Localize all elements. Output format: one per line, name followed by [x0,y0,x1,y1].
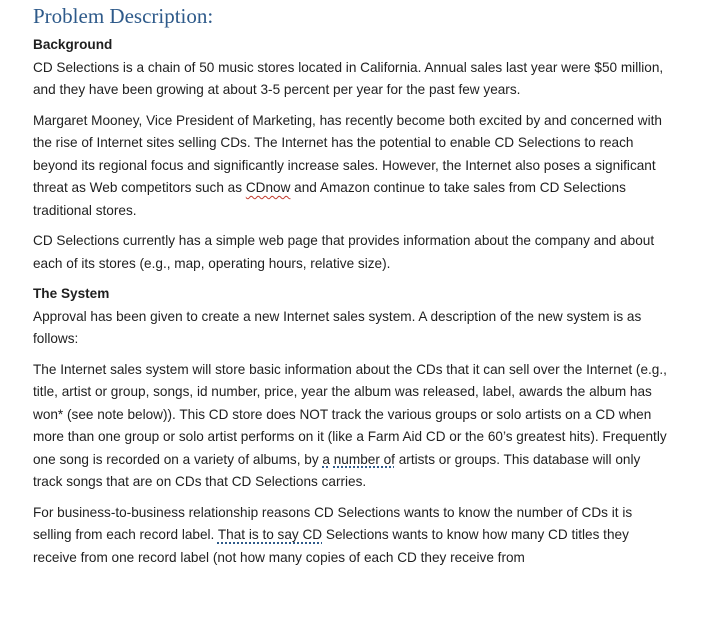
page-title: Problem Description: [33,4,214,28]
paragraph-cd-information: The Internet sales system will store basic information about the CDs that it can sell over the Internet (e.g., title, artist or group, songs, id number, price, year the album was released, label, awards the album has won* (see note below)). This CD store does NOT track the various groups or solo artists on a CD when more than one group or solo artist performs on it (like a Farm Aid CD or the 60’s greatest hits). Frequently one song is recorded on a variety of albums, by a number of artists or groups. This database will only track songs that are on CDs that CD Selections carries. [33,361,667,489]
grammar-flag-a[interactable]: a [322,451,330,467]
paragraph-store-overview: CD Selections is a chain of 50 music stores located in California. Annual sales last year were $50 million, and they have been growing at about 3-5 percent per year for the past few years. [33,59,664,97]
system-heading: The System [33,286,110,301]
paragraph-approval: Approval has been given to create a new Internet sales system. A description of the new system is as follows: [33,308,642,346]
grammar-flag-number-of[interactable]: number of [333,451,395,467]
paragraph-current-web-page: CD Selections currently has a simple web page that provides information about the company and about each of its stores (e.g., map, operating hours, relative size). [33,233,655,271]
document-page [33,2,673,577]
paragraph-internet-concerns: Margaret Mooney, Vice President of Marketing, has recently become both excited by and concerned with the rise of Internet sites selling CDs. The Internet has the potential to enable CD Selections to reach beyond its regional focus and significantly increase sales. However, the Internet also poses a significant threat as Web competitors such as CDnow and Amazon continue to take sales from CD Selections traditional stores. [33,112,662,218]
spelling-flag-cdnow[interactable]: CDnow [245,180,291,195]
paragraph-record-labels: For business-to-business relationship reasons CD Selections wants to know the number of CDs it is selling from each record label. That is to say CD Selections wants to know how many CD titles they receive from one record label (not how many copies of each CD they receive from [33,504,633,565]
background-heading: Background [33,37,113,52]
grammar-flag-that-is-to-say[interactable]: That is to say CD [217,527,323,542]
